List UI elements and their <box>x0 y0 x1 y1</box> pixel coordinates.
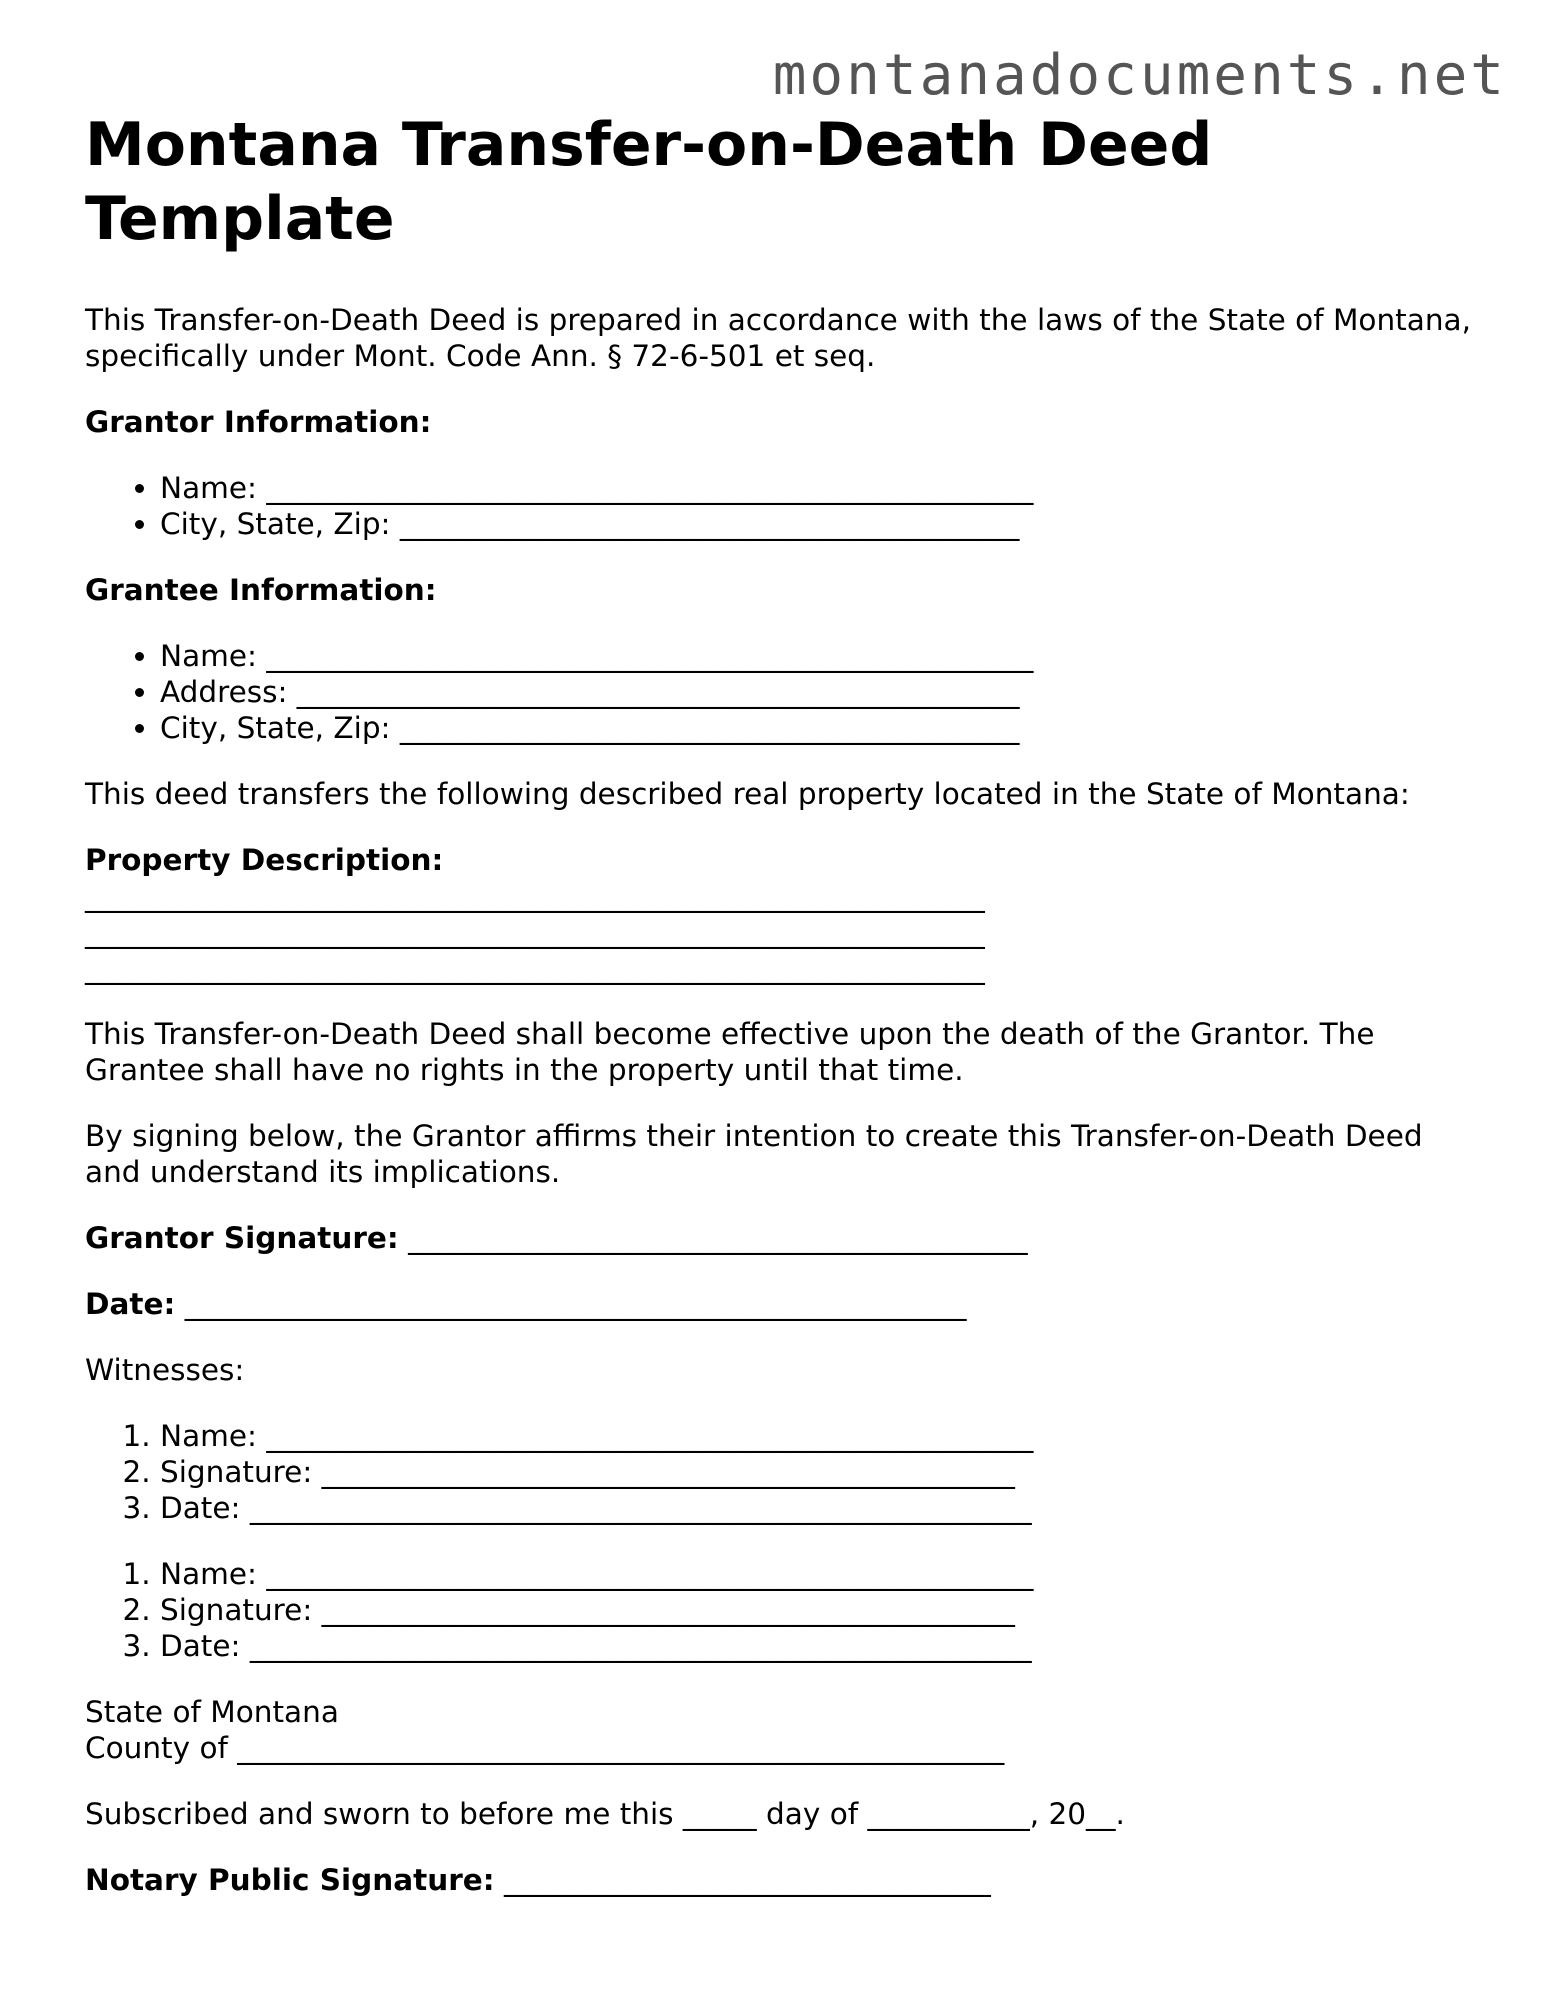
affirmation-statement: By signing below, the Grantor affirms their intention to create this Transfer-on-Death Deed and understand its implications. <box>85 1119 1423 1189</box>
notary-state: State of Montana <box>85 1695 339 1729</box>
property-description-lines <box>85 878 1485 986</box>
witness-1-date[interactable]: 3. Date: _____________________________________________________ <box>160 1490 1485 1526</box>
grantor-name-field[interactable]: • Name: ____________________________________________________ <box>160 470 1485 506</box>
property-line-2[interactable]: _____________________________________________________________ <box>85 915 985 949</box>
grantor-signature-label: Grantor Signature: <box>85 1221 399 1255</box>
grantee-address-field[interactable]: • Address: _________________________________________________ <box>160 674 1485 710</box>
grantor-city-field[interactable]: • City, State, Zip: __________________________________________ <box>160 506 1485 542</box>
witness-1-signature[interactable]: 2. Signature: _______________________________________________ <box>160 1454 1485 1490</box>
grantee-name-field[interactable]: • Name: ____________________________________________________ <box>160 638 1485 674</box>
notary-signature-label: Notary Public Signature: <box>85 1863 495 1897</box>
witness-2-signature[interactable]: 2. Signature: _______________________________________________ <box>160 1592 1485 1628</box>
grantor-signature-blank: __________________________________________ <box>398 1221 1028 1255</box>
notary-signature-line[interactable] <box>85 1862 1485 1898</box>
witness-2-date[interactable]: 3. Date: _____________________________________________________ <box>160 1628 1485 1664</box>
witness-1-fields <box>85 1418 1485 1526</box>
notary-signature-blank: _________________________________ <box>494 1863 991 1897</box>
notary-sworn-statement[interactable]: Subscribed and sworn to before me this _____ day of ___________, 20__. <box>85 1797 1125 1831</box>
witness-2-name[interactable]: 1. Name: ____________________________________________________ <box>160 1556 1485 1592</box>
date-blank: _____________________________________________________ <box>175 1287 967 1321</box>
property-line-1[interactable]: _____________________________________________________________ <box>85 879 985 913</box>
date-line[interactable] <box>85 1286 1485 1322</box>
notary-county[interactable]: County of ____________________________________________________ <box>85 1731 1005 1765</box>
grantee-heading: Grantee Information: <box>85 573 437 607</box>
witnesses-label: Witnesses: <box>85 1353 245 1387</box>
date-label: Date: <box>85 1287 176 1321</box>
notary-venue <box>85 1694 1485 1766</box>
site-watermark: montanadocuments.net <box>772 43 1507 108</box>
grantee-city-field[interactable]: • City, State, Zip: __________________________________________ <box>160 710 1485 746</box>
witness-2-fields <box>85 1556 1485 1664</box>
grantor-signature-line[interactable] <box>85 1220 1485 1256</box>
deed-document <box>85 108 1485 1928</box>
grantor-heading: Grantor Information: <box>85 405 432 439</box>
grantor-fields <box>85 470 1485 542</box>
intro-paragraph: This Transfer-on-Death Deed is prepared in accordance with the laws of the State of Montana, specifically under Mont. Code Ann. § 72-6-501 et seq. <box>85 303 1471 373</box>
transfer-statement: This deed transfers the following described real property located in the State of Montana: <box>85 777 1410 811</box>
property-heading: Property Description: <box>85 843 444 877</box>
effective-statement: This Transfer-on-Death Deed shall become effective upon the death of the Grantor. The Grantee shall have no rights in the property until that time. <box>85 1017 1375 1087</box>
property-line-3[interactable]: _____________________________________________________________ <box>85 951 985 985</box>
page-title: Montana Transfer-on-Death Deed Template <box>85 110 1213 254</box>
witness-1-name[interactable]: 1. Name: ____________________________________________________ <box>160 1418 1485 1454</box>
grantee-fields <box>85 638 1485 746</box>
